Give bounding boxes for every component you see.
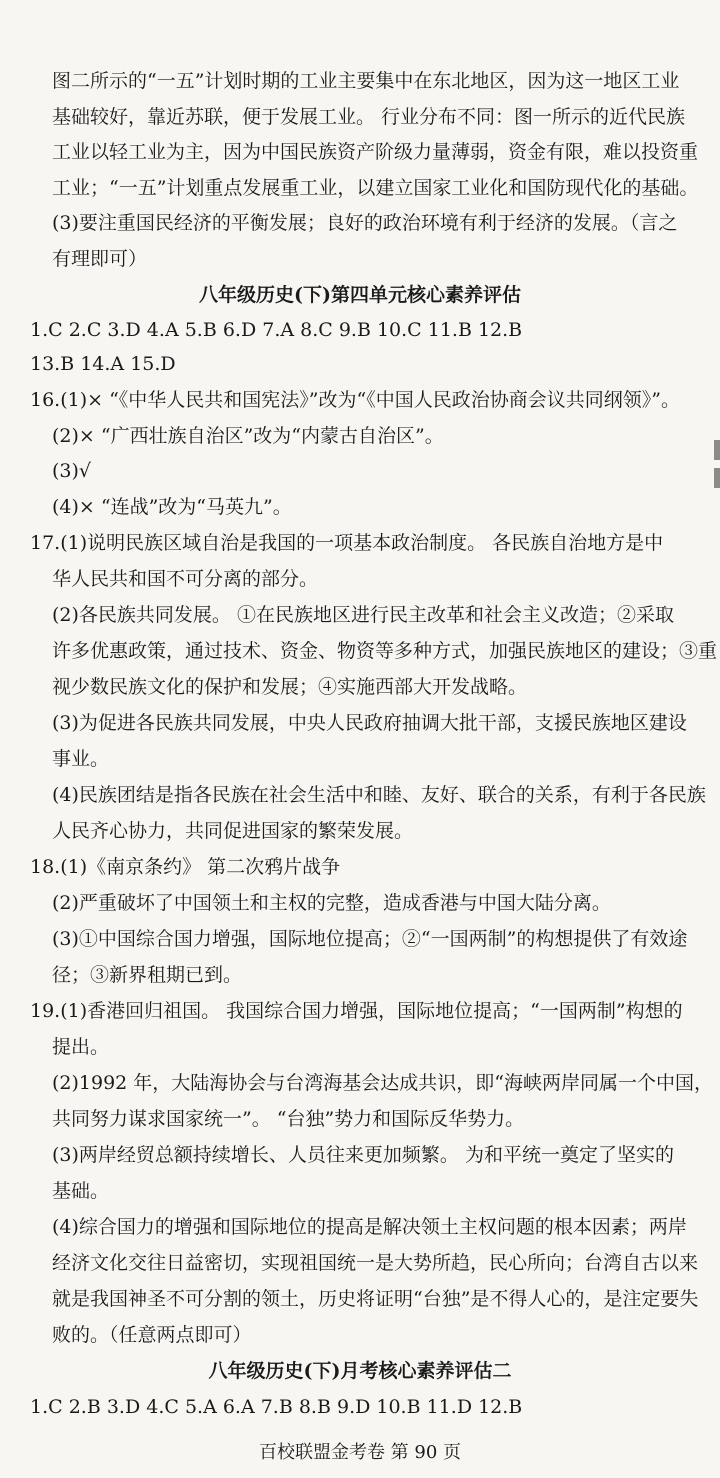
text-line: 基础较好，靠近苏联，便于发展工业。 行业分布不同：图一所示的近代民族 [52, 106, 686, 128]
text-line: 16.(1)× “《中华人民共和国宪法》”改为“《中国人民政治协商会议共同纲领》”。 [30, 389, 680, 411]
text-line: (3)①中国综合国力增强，国际地位提高；②“一国两制”的构想提供了有效途 [52, 928, 688, 950]
text-line: 败的。（任意两点即可） [52, 1324, 252, 1346]
section-heading: 八年级历史(下)月考核心素养评估二 [208, 1360, 512, 1382]
edge-mark [714, 468, 720, 488]
text-line: 华人民共和国不可分离的部分。 [52, 568, 319, 590]
text-line: 提出。 [52, 1036, 110, 1058]
text-line: (3)√ [52, 460, 92, 482]
text-line: 许多优惠政策，通过技术、资金、物资等多种方式，加强民族地区的建设；③重 [52, 640, 718, 662]
text-line: 1.C 2.B 3.D 4.C 5.A 6.A 7.B 8.B 9.D 10.B 11.D 12.B [30, 1396, 523, 1418]
text-line: 图二所示的“一五”计划时期的工业主要集中在东北地区，因为这一地区工业 [52, 70, 680, 92]
text-line: 工业；“一五”计划重点发展重工业，以建立国家工业化和国防现代化的基础。 [52, 177, 699, 199]
page-footer: 百校联盟金考卷 第 90 页 [258, 1442, 462, 1463]
text-line: (2)严重破坏了中国领土和主权的完整，造成香港与中国大陆分离。 [52, 892, 611, 914]
text-line: 有理即可） [52, 248, 148, 270]
text-line: 19.(1)香港回归祖国。 我国综合国力增强，国际地位提高；“一国两制”构想的 [30, 1000, 683, 1022]
text-line: (2)各民族共同发展。 ①在民族地区进行民主改革和社会主义改造；②采取 [52, 604, 674, 626]
text-line: (2)× “广西壮族自治区”改为“内蒙古自治区”。 [52, 425, 444, 447]
text-line: 工业以轻工业为主，因为中国民族资产阶级力量薄弱，资金有限，难以投资重 [52, 141, 699, 163]
text-line: 事业。 [52, 748, 110, 770]
text-line: (3)两岸经贸总额持续增长、人员往来更加频繁。 为和平统一奠定了坚实的 [52, 1144, 674, 1166]
text-line: (3)为促进各民族共同发展，中央人民政府抽调大批干部，支援民族地区建设 [52, 712, 687, 734]
text-line: 13.B 14.A 15.D [30, 353, 176, 375]
text-line: (4)× “连战”改为“马英九”。 [52, 496, 292, 518]
text-line: 18.(1)《南京条约》 第二次鸦片战争 [30, 856, 341, 878]
edge-mark [714, 440, 720, 460]
section-heading: 八年级历史(下)第四单元核心素养评估 [199, 284, 521, 306]
text-line: 就是我国神圣不可分割的领土，历史将证明“台独”是不得人心的，是注定要失 [52, 1288, 699, 1310]
text-line: 视少数民族文化的保护和发展；④实施西部大开发战略。 [52, 676, 528, 698]
text-line: 共同努力谋求国家统一”。 “台独”势力和国际反华势力。 [52, 1108, 525, 1130]
text-line: 1.C 2.C 3.D 4.A 5.B 6.D 7.A 8.C 9.B 10.C 11.B 12.B [30, 319, 523, 341]
text-line: 人民齐心协力，共同促进国家的繁荣发展。 [52, 820, 414, 842]
text-line: 基础。 [52, 1180, 110, 1202]
text-line: 径；③新界租期已到。 [52, 964, 243, 986]
text-line: 经济文化交往日益密切，实现祖国统一是大势所趋，民心所向；台湾自古以来 [52, 1252, 699, 1274]
text-line: 17.(1)说明民族区域自治是我国的一项基本政治制度。 各民族自治地方是中 [30, 532, 664, 554]
text-line: (3)要注重国民经济的平衡发展；良好的政治环境有利于经济的发展。（言之 [52, 212, 678, 234]
text-line: (4)综合国力的增强和国际地位的提高是解决领土主权问题的根本因素；两岸 [52, 1216, 687, 1238]
text-line: (2)1992 年，大陆海协会与台湾海基会达成共识，即“海峡两岸同属一个中国， [52, 1072, 714, 1094]
text-line: (4)民族团结是指各民族在社会生活中和睦、友好、联合的关系，有利于各民族 [52, 784, 706, 806]
